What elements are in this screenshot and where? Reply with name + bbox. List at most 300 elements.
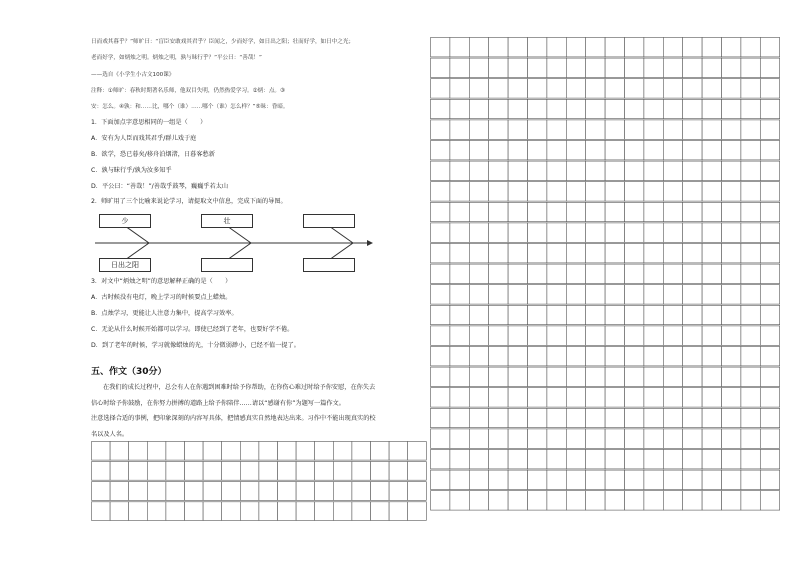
grid-cell[interactable] [489,58,508,77]
grid-cell[interactable] [644,347,663,366]
grid-cell[interactable] [147,482,166,501]
grid-cell[interactable] [702,99,721,118]
grid-cell[interactable] [586,58,605,77]
grid-cell[interactable] [741,79,760,98]
grid-cell[interactable] [528,450,547,469]
grid-cell[interactable] [644,429,663,448]
grid-cell[interactable] [625,305,644,324]
grid-cell[interactable] [566,388,585,407]
grid-cell[interactable] [352,482,371,501]
grid-cell[interactable] [722,79,741,98]
grid-cell[interactable] [702,305,721,324]
grid-cell[interactable] [371,442,390,461]
grid-cell[interactable] [722,38,741,57]
grid-cell[interactable] [528,182,547,201]
grid-cell[interactable] [469,491,488,510]
grid-cell[interactable] [508,388,527,407]
grid-cell[interactable] [760,429,779,448]
grid-cell[interactable] [259,462,278,481]
grid-cell[interactable] [586,326,605,345]
grid-cell[interactable] [240,462,259,481]
grid-cell[interactable] [431,347,450,366]
grid-cell[interactable] [702,182,721,201]
grid-cell[interactable] [259,502,278,521]
grid-cell[interactable] [489,305,508,324]
grid-cell[interactable] [605,264,624,283]
grid-cell[interactable] [586,491,605,510]
grid-cell[interactable] [489,244,508,263]
grid-cell[interactable] [760,38,779,57]
grid-cell[interactable] [508,38,527,57]
grid-cell[interactable] [683,408,702,427]
grid-cell[interactable] [333,502,352,521]
grid-cell[interactable] [547,38,566,57]
grid-cell[interactable] [315,502,334,521]
grid-cell[interactable] [431,326,450,345]
grid-cell[interactable] [450,161,469,180]
grid-cell[interactable] [547,99,566,118]
grid-cell[interactable] [605,182,624,201]
grid-cell[interactable] [722,58,741,77]
grid-cell[interactable] [333,482,352,501]
grid-cell[interactable] [722,182,741,201]
grid-cell[interactable] [469,367,488,386]
grid-cell[interactable] [702,264,721,283]
grid-cell[interactable] [760,367,779,386]
grid-cell[interactable] [741,38,760,57]
grid-cell[interactable] [644,408,663,427]
grid-cell[interactable] [702,388,721,407]
grid-cell[interactable] [605,326,624,345]
grid-cell[interactable] [741,450,760,469]
grid-cell[interactable] [702,491,721,510]
grid-cell[interactable] [489,161,508,180]
grid-cell[interactable] [663,388,682,407]
grid-cell[interactable] [508,429,527,448]
grid-cell[interactable] [760,182,779,201]
grid-cell[interactable] [508,305,527,324]
grid-cell[interactable] [760,470,779,489]
grid-cell[interactable] [644,79,663,98]
grid-cell[interactable] [389,442,408,461]
grid-cell[interactable] [663,429,682,448]
grid-cell[interactable] [389,502,408,521]
grid-cell[interactable] [528,161,547,180]
grid-cell[interactable] [741,429,760,448]
grid-cell[interactable] [586,367,605,386]
grid-cell[interactable] [547,161,566,180]
grid-cell[interactable] [469,326,488,345]
grid-cell[interactable] [722,429,741,448]
grid-cell[interactable] [489,202,508,221]
grid-cell[interactable] [702,38,721,57]
grid-cell[interactable] [702,470,721,489]
grid-cell[interactable] [528,202,547,221]
grid-cell[interactable] [566,305,585,324]
grid-cell[interactable] [450,326,469,345]
grid-cell[interactable] [663,223,682,242]
grid-cell[interactable] [605,470,624,489]
grid-cell[interactable] [625,223,644,242]
grid-cell[interactable] [605,141,624,160]
grid-cell[interactable] [278,482,297,501]
grid-cell[interactable] [431,161,450,180]
grid-cell[interactable] [547,305,566,324]
grid-cell[interactable] [741,470,760,489]
grid-cell[interactable] [469,429,488,448]
grid-cell[interactable] [147,502,166,521]
grid-cell[interactable] [450,429,469,448]
grid-cell[interactable] [240,482,259,501]
grid-cell[interactable] [625,326,644,345]
grid-cell[interactable] [431,491,450,510]
grid-cell[interactable] [222,502,241,521]
grid-cell[interactable] [586,388,605,407]
grid-cell[interactable] [547,491,566,510]
grid-cell[interactable] [431,120,450,139]
grid-cell[interactable] [489,38,508,57]
grid-cell[interactable] [508,408,527,427]
grid-cell[interactable] [605,202,624,221]
grid-cell[interactable] [431,264,450,283]
grid-cell[interactable] [508,223,527,242]
grid-cell[interactable] [450,388,469,407]
grid-cell[interactable] [203,462,222,481]
grid-cell[interactable] [566,38,585,57]
grid-cell[interactable] [469,161,488,180]
grid-cell[interactable] [547,347,566,366]
grid-cell[interactable] [566,347,585,366]
grid-cell[interactable] [663,120,682,139]
grid-cell[interactable] [489,120,508,139]
grid-cell[interactable] [315,462,334,481]
grid-cell[interactable] [489,99,508,118]
grid-cell[interactable] [528,429,547,448]
grid-cell[interactable] [408,442,427,461]
grid-cell[interactable] [741,120,760,139]
grid-cell[interactable] [663,161,682,180]
grid-cell[interactable] [722,223,741,242]
grid-cell[interactable] [663,182,682,201]
grid-cell[interactable] [431,79,450,98]
grid-cell[interactable] [469,99,488,118]
grid-cell[interactable] [605,244,624,263]
grid-cell[interactable] [741,202,760,221]
grid-cell[interactable] [605,347,624,366]
grid-cell[interactable] [222,462,241,481]
grid-cell[interactable] [185,442,204,461]
grid-cell[interactable] [489,429,508,448]
grid-cell[interactable] [644,38,663,57]
grid-cell[interactable] [663,79,682,98]
grid-cell[interactable] [605,367,624,386]
grid-cell[interactable] [547,326,566,345]
grid-cell[interactable] [741,58,760,77]
grid-cell[interactable] [166,442,185,461]
grid-cell[interactable] [683,388,702,407]
grid-cell[interactable] [431,182,450,201]
grid-cell[interactable] [92,482,111,501]
grid-cell[interactable] [431,244,450,263]
grid-cell[interactable] [352,502,371,521]
grid-cell[interactable] [644,99,663,118]
grid-cell[interactable] [129,482,148,501]
grid-cell[interactable] [702,408,721,427]
grid-cell[interactable] [586,408,605,427]
grid-cell[interactable] [528,470,547,489]
grid-cell[interactable] [663,367,682,386]
grid-cell[interactable] [644,182,663,201]
grid-cell[interactable] [450,58,469,77]
grid-cell[interactable] [586,223,605,242]
grid-cell[interactable] [702,450,721,469]
grid-cell[interactable] [625,141,644,160]
grid-cell[interactable] [566,450,585,469]
grid-cell[interactable] [625,429,644,448]
grid-cell[interactable] [741,305,760,324]
grid-cell[interactable] [431,202,450,221]
grid-cell[interactable] [683,99,702,118]
grid-cell[interactable] [741,161,760,180]
grid-cell[interactable] [547,408,566,427]
grid-cell[interactable] [702,244,721,263]
grid-cell[interactable] [663,450,682,469]
grid-cell[interactable] [528,99,547,118]
writing-grid-right[interactable] [430,37,780,511]
grid-cell[interactable] [489,79,508,98]
grid-cell[interactable] [110,442,129,461]
grid-cell[interactable] [528,388,547,407]
grid-cell[interactable] [644,285,663,304]
grid-cell[interactable] [469,244,488,263]
grid-cell[interactable] [431,429,450,448]
grid-cell[interactable] [528,141,547,160]
grid-cell[interactable] [469,182,488,201]
grid-cell[interactable] [702,285,721,304]
grid-cell[interactable] [566,470,585,489]
grid-cell[interactable] [683,58,702,77]
grid-cell[interactable] [528,223,547,242]
grid-cell[interactable] [528,305,547,324]
grid-cell[interactable] [722,450,741,469]
grid-cell[interactable] [741,388,760,407]
grid-cell[interactable] [469,58,488,77]
grid-cell[interactable] [605,161,624,180]
grid-cell[interactable] [450,202,469,221]
grid-cell[interactable] [166,462,185,481]
grid-cell[interactable] [450,99,469,118]
grid-cell[interactable] [259,482,278,501]
writing-grid-bottom[interactable] [91,441,427,521]
grid-cell[interactable] [702,141,721,160]
grid-cell[interactable] [508,367,527,386]
grid-cell[interactable] [625,202,644,221]
grid-cell[interactable] [760,285,779,304]
grid-cell[interactable] [760,141,779,160]
grid-cell[interactable] [296,442,315,461]
grid-cell[interactable] [92,462,111,481]
grid-cell[interactable] [644,367,663,386]
grid-cell[interactable] [547,285,566,304]
grid-cell[interactable] [741,285,760,304]
grid-cell[interactable] [469,285,488,304]
grid-cell[interactable] [722,264,741,283]
grid-cell[interactable] [586,141,605,160]
grid-cell[interactable] [683,202,702,221]
grid-cell[interactable] [644,264,663,283]
grid-cell[interactable] [450,244,469,263]
grid-cell[interactable] [683,285,702,304]
grid-cell[interactable] [92,442,111,461]
grid-cell[interactable] [110,462,129,481]
grid-cell[interactable] [110,502,129,521]
grid-cell[interactable] [450,367,469,386]
grid-cell[interactable] [431,58,450,77]
grid-cell[interactable] [586,264,605,283]
grid-cell[interactable] [586,305,605,324]
grid-cell[interactable] [683,347,702,366]
grid-cell[interactable] [528,79,547,98]
grid-cell[interactable] [469,408,488,427]
grid-cell[interactable] [508,120,527,139]
grid-cell[interactable] [547,223,566,242]
grid-cell[interactable] [489,347,508,366]
grid-cell[interactable] [508,244,527,263]
grid-cell[interactable] [663,347,682,366]
grid-cell[interactable] [240,442,259,461]
grid-cell[interactable] [722,244,741,263]
grid-cell[interactable] [760,388,779,407]
grid-cell[interactable] [625,367,644,386]
grid-cell[interactable] [508,285,527,304]
grid-cell[interactable] [625,408,644,427]
grid-cell[interactable] [333,462,352,481]
grid-cell[interactable] [450,79,469,98]
grid-cell[interactable] [508,182,527,201]
grid-cell[interactable] [469,450,488,469]
grid-cell[interactable] [644,161,663,180]
grid-cell[interactable] [528,285,547,304]
grid-cell[interactable] [489,450,508,469]
grid-cell[interactable] [663,202,682,221]
grid-cell[interactable] [683,161,702,180]
grid-cell[interactable] [222,482,241,501]
grid-cell[interactable] [683,491,702,510]
grid-cell[interactable] [586,161,605,180]
grid-cell[interactable] [203,502,222,521]
grid-cell[interactable] [625,347,644,366]
grid-cell[interactable] [683,79,702,98]
grid-cell[interactable] [605,38,624,57]
grid-cell[interactable] [644,326,663,345]
grid-cell[interactable] [528,38,547,57]
grid-cell[interactable] [644,202,663,221]
grid-cell[interactable] [702,367,721,386]
grid-cell[interactable] [547,58,566,77]
grid-cell[interactable] [760,120,779,139]
grid-cell[interactable] [625,79,644,98]
grid-cell[interactable] [371,462,390,481]
grid-cell[interactable] [722,141,741,160]
grid-cell[interactable] [663,326,682,345]
grid-cell[interactable] [586,450,605,469]
grid-cell[interactable] [683,264,702,283]
grid-cell[interactable] [528,120,547,139]
grid-cell[interactable] [683,244,702,263]
grid-cell[interactable] [605,388,624,407]
grid-cell[interactable] [566,326,585,345]
grid-cell[interactable] [722,99,741,118]
grid-cell[interactable] [566,99,585,118]
grid-cell[interactable] [722,161,741,180]
grid-cell[interactable] [450,450,469,469]
grid-cell[interactable] [92,502,111,521]
grid-cell[interactable] [431,141,450,160]
grid-cell[interactable] [722,367,741,386]
grid-cell[interactable] [547,429,566,448]
grid-cell[interactable] [450,38,469,57]
grid-cell[interactable] [528,347,547,366]
grid-cell[interactable] [760,347,779,366]
grid-cell[interactable] [450,305,469,324]
grid-cell[interactable] [547,244,566,263]
grid-cell[interactable] [760,326,779,345]
grid-cell[interactable] [760,305,779,324]
grid-cell[interactable] [760,244,779,263]
grid-cell[interactable] [489,182,508,201]
grid-cell[interactable] [644,244,663,263]
grid-cell[interactable] [702,161,721,180]
grid-cell[interactable] [508,264,527,283]
grid-cell[interactable] [760,202,779,221]
grid-cell[interactable] [469,388,488,407]
grid-cell[interactable] [586,244,605,263]
grid-cell[interactable] [296,482,315,501]
grid-cell[interactable] [547,450,566,469]
grid-cell[interactable] [566,408,585,427]
grid-cell[interactable] [566,141,585,160]
grid-cell[interactable] [431,367,450,386]
grid-cell[interactable] [129,462,148,481]
grid-cell[interactable] [450,285,469,304]
grid-cell[interactable] [450,141,469,160]
grid-cell[interactable] [605,99,624,118]
grid-cell[interactable] [625,99,644,118]
grid-cell[interactable] [605,408,624,427]
grid-cell[interactable] [166,502,185,521]
grid-cell[interactable] [528,58,547,77]
grid-cell[interactable] [547,202,566,221]
grid-cell[interactable] [110,482,129,501]
grid-cell[interactable] [722,388,741,407]
grid-cell[interactable] [489,408,508,427]
grid-cell[interactable] [625,244,644,263]
grid-cell[interactable] [566,120,585,139]
grid-cell[interactable] [702,79,721,98]
grid-cell[interactable] [450,223,469,242]
grid-cell[interactable] [760,264,779,283]
grid-cell[interactable] [431,450,450,469]
grid-cell[interactable] [625,161,644,180]
grid-cell[interactable] [644,470,663,489]
grid-cell[interactable] [528,326,547,345]
grid-cell[interactable] [240,502,259,521]
grid-cell[interactable] [683,326,702,345]
grid-cell[interactable] [489,326,508,345]
grid-cell[interactable] [741,347,760,366]
grid-cell[interactable] [469,141,488,160]
grid-cell[interactable] [722,202,741,221]
